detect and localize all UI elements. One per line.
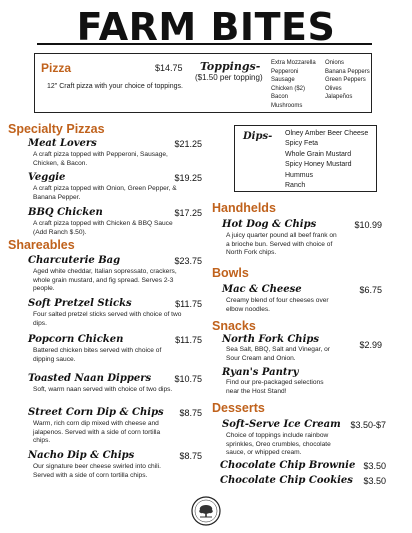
menu-item-name: Popcorn Chicken	[28, 334, 124, 345]
menu-item-name: Toasted Naan Dippers	[28, 373, 152, 384]
dips-title: Dips-	[243, 131, 273, 142]
menu-item-name: BBQ Chicken	[28, 207, 103, 218]
menu-item-description: Four salted pretzel sticks served with choice of two dips.	[33, 311, 182, 327]
topping-item: Jalapeños	[325, 94, 353, 100]
menu-item-price: $21.25	[174, 139, 202, 149]
menu-item-name: Nacho Dip & Chips	[28, 450, 135, 461]
menu-item-price: $10.99	[354, 220, 382, 230]
menu-item-description: Battered chicken bites served with choice of dipping sauce.	[33, 347, 162, 363]
dips-list	[285, 129, 368, 191]
topping-item: Green Peppers	[325, 77, 366, 83]
menu-item-description: A juicy quarter pound all beef frank on a brioche bun. Served with choice of North Fork chips.	[226, 232, 337, 257]
toppings-list-1	[271, 59, 316, 110]
topping-item: Pepperoni	[271, 68, 299, 75]
section-desserts: Desserts	[212, 401, 265, 415]
menu-item-price: $3.50	[363, 476, 386, 486]
menu-item-name: Chocolate Chip Brownie	[220, 460, 356, 471]
menu-item-price: $10.75	[174, 374, 202, 384]
dips-box	[234, 125, 377, 192]
menu-item-price: $8.75	[179, 408, 202, 418]
topping-item: Bacon	[271, 94, 289, 100]
topping-item: Banana Peppers	[325, 68, 370, 75]
menu-item-price: $3.50	[363, 461, 386, 471]
menu-item-price: $3.50-$7	[350, 420, 386, 430]
dip-item: Spicy Feta	[285, 140, 319, 148]
menu-item-description: Creamy blend of four cheeses over elbow noodles.	[226, 297, 329, 313]
page-title: FARM BITES	[76, 5, 336, 49]
menu-item-price: $23.75	[174, 256, 202, 266]
menu-item-description: A craft pizza topped with Chicken & BBQ Sauce (Add Ranch $.50).	[33, 220, 173, 236]
menu-item-price: $11.75	[175, 299, 202, 309]
menu-item-description: Warm, rich corn dip mixed with cheese and jalapenos. Served with a side of corn tortilla chips.	[33, 420, 161, 445]
title-divider	[37, 43, 372, 45]
menu-item-name: Mac & Cheese	[222, 284, 302, 295]
pizza-title: Pizza	[41, 61, 72, 75]
menu-item-description: Choice of toppings include rainbow sprinkles, Oreo crumbles, chocolate sauce, or whipped cream.	[226, 432, 331, 457]
menu-item-name: Chocolate Chip Cookies	[220, 475, 353, 486]
topping-item: Olives	[325, 85, 342, 92]
topping-item: Mushrooms	[271, 102, 303, 109]
tree-logo-icon	[191, 496, 221, 526]
topping-item: Chicken ($2)	[271, 85, 306, 92]
menu-item-name: Soft Pretzel Sticks	[28, 298, 132, 309]
menu-item-name: North Fork Chips	[222, 334, 320, 345]
topping-item: Extra Mozzarella	[271, 60, 316, 66]
pizza-description: 12" Craft pizza with your choice of toppings.	[47, 83, 183, 90]
dip-item: Whole Grain Mustard	[285, 150, 352, 158]
toppings-title: Toppings-	[200, 60, 261, 73]
dip-item: Ranch	[285, 182, 306, 190]
menu-item-name: Street Corn Dip & Chips	[28, 407, 164, 418]
menu-item-description: Our signature beer cheese swirled into chili. Served with a side of corn tortilla chips.	[33, 463, 161, 479]
menu-item-price: $6.75	[359, 285, 382, 295]
menu-item-price: $8.75	[179, 451, 202, 461]
topping-item: Onions	[325, 60, 345, 66]
toppings-subtitle: ($1.50 per topping)	[195, 73, 263, 82]
section-bowls: Bowls	[212, 266, 249, 280]
menu-item-name: Ryan's Pantry	[222, 367, 299, 378]
menu-item-description: Find our pre-packaged selections near the Host Stand!	[226, 379, 324, 395]
menu-item-name: Soft-Serve Ice Cream	[222, 419, 341, 430]
menu-item-description: A craft pizza topped with Onion, Green Pepper, & Banana Pepper.	[33, 185, 177, 201]
section-specialty-pizzas: Specialty Pizzas	[8, 122, 105, 136]
menu-item-price: $17.25	[174, 208, 202, 218]
menu-item-description: Soft, warm naan served with choice of two dips.	[33, 386, 173, 393]
menu-item-name: Veggie	[28, 172, 66, 183]
menu-item-price: $2.99	[359, 340, 382, 350]
section-snacks: Snacks	[212, 319, 256, 333]
section-shareables: Shareables	[8, 238, 75, 252]
section-handhelds: Handhelds	[212, 201, 276, 215]
topping-item: Sausage	[271, 77, 295, 83]
pizza-box	[34, 53, 372, 113]
menu-item-name: Charcuterie Bag	[28, 255, 121, 266]
dip-item: Spicy Honey Mustard	[285, 161, 352, 169]
dip-item: Hummus	[285, 171, 314, 179]
menu-item-description: A craft pizza topped with Pepperoni, Sausage, Chicken, & Bacon.	[33, 151, 168, 167]
menu-item-description: Aged white cheddar, Italian sopressato, crackers, whole grain mustard, and fig spread. Serves 2-3 people.	[33, 268, 177, 293]
menu-item-name: Meat Lovers	[28, 138, 97, 149]
menu-item-price: $11.75	[175, 335, 202, 345]
menu-item-price: $19.25	[174, 173, 202, 183]
toppings-list-2	[325, 59, 370, 102]
dip-item: Olney Amber Beer Cheese	[285, 130, 369, 137]
menu-item-description: Sea Salt, BBQ, Salt and Vinegar, or Sour Cream and Onion.	[226, 346, 330, 362]
menu-item-name: Hot Dog & Chips	[222, 219, 317, 230]
pizza-price: $14.75	[155, 63, 183, 73]
